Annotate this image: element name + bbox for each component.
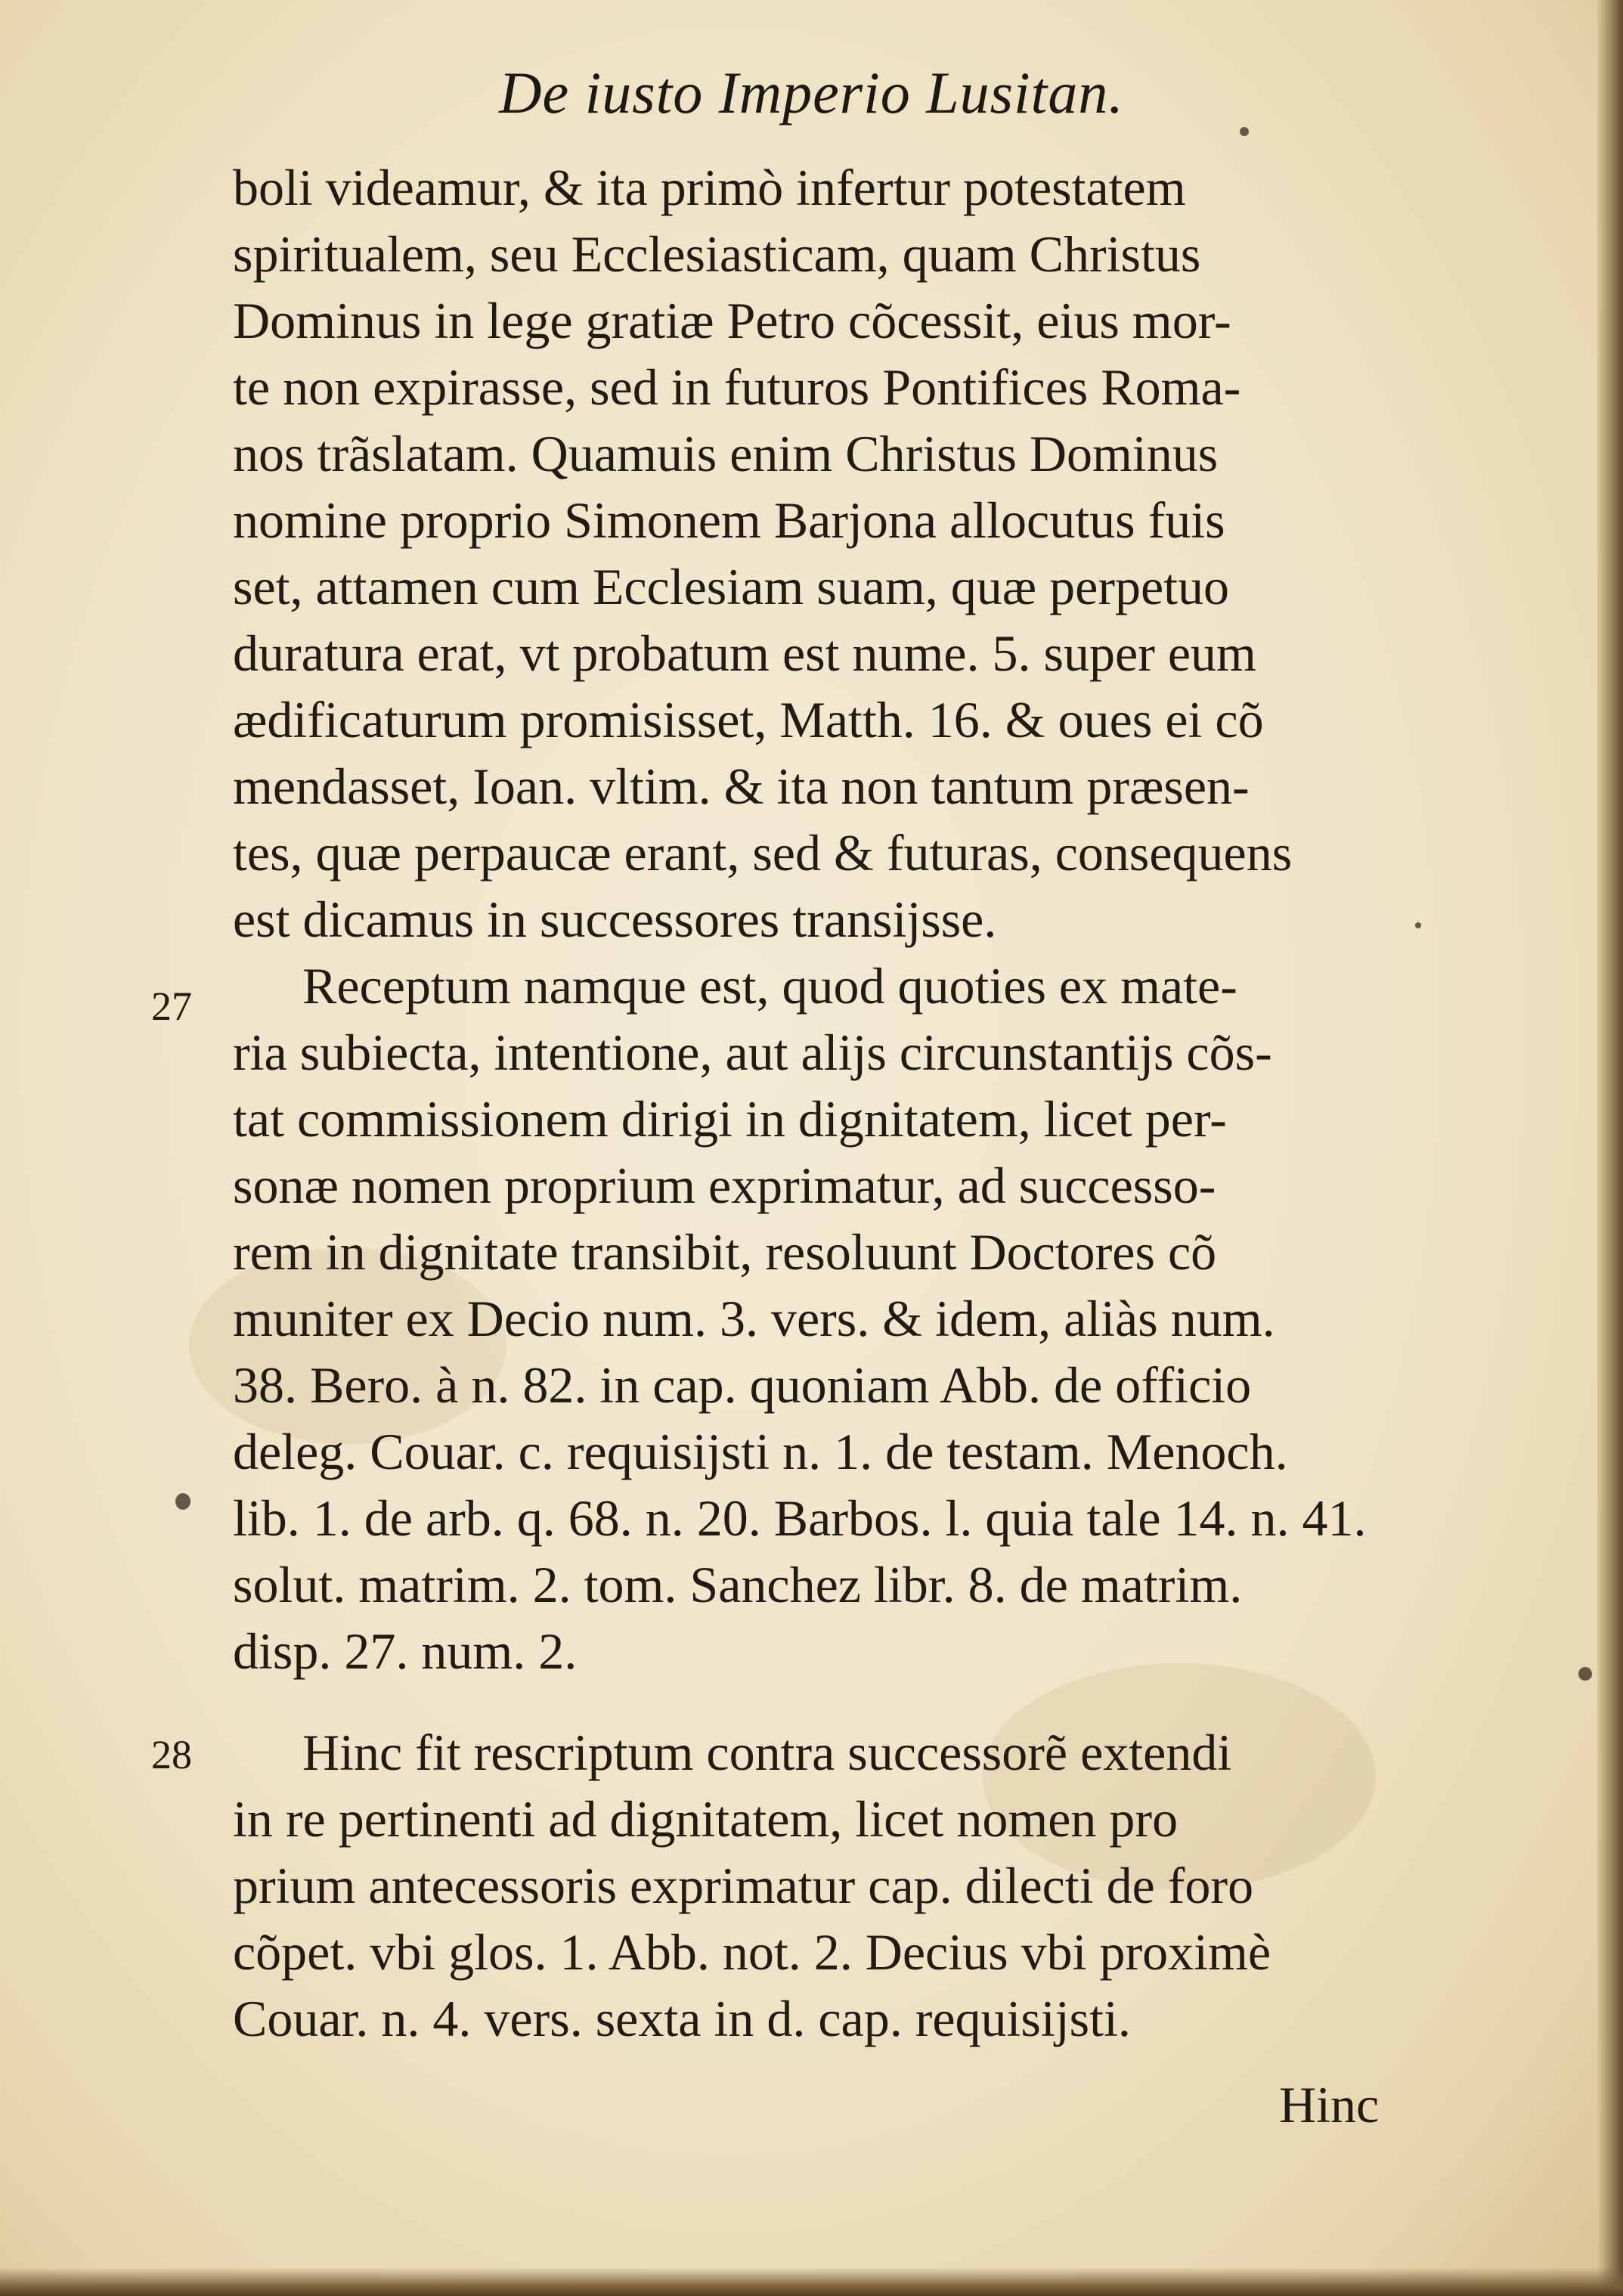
text-line: duratura erat, vt probatum est nume. 5. super eum [233,624,1256,682]
paragraph-number: 27 [151,984,192,1029]
ink-spot [1415,922,1421,928]
text-line: Couar. n. 4. vers. sexta in d. cap. requisijsti. [233,1990,1131,2047]
text-line: rem in dignitate transibit, resoluunt Doctores cõ [233,1223,1217,1281]
text-line: te non expirasse, sed in futuros Pontifices Roma- [233,358,1241,416]
text-line: cõpet. vbi glos. 1. Abb. not. 2. Decius vbi proximè [233,1923,1271,1981]
text-line: ria subiecta, intentione, aut alijs circunstantijs cõs- [233,1024,1272,1081]
page-edge-bottom [0,2267,1623,2296]
page-edge-right [1597,0,1623,2296]
text-line: ædificaturum promisisset, Matth. 16. & oues ei cõ [233,691,1264,748]
text-line: tat commissionem dirigi in dignitatem, licet per- [233,1090,1227,1148]
text-line: deleg. Couar. c. requisijsti n. 1. de testam. Menoch. [233,1423,1288,1480]
ink-spot [175,1493,190,1510]
ink-spot [1240,127,1249,136]
text-line: prium antecessoris exprimatur cap. dilecti de foro [233,1857,1254,1914]
text-line: lib. 1. de arb. q. 68. n. 20. Barbos. l. quia tale 14. n. 41. [233,1489,1367,1547]
text-line: 38. Bero. à n. 82. in cap. quoniam Abb. de officio [233,1356,1252,1414]
catchword: Hinc [1279,2076,1380,2133]
text-line: Dominus in lege gratiæ Petro cõcessit, eius mor- [233,292,1231,349]
text-line: muniter ex Decio num. 3. vers. & idem, aliàs num. [233,1290,1275,1347]
running-head: De iusto Imperio Lusitan. [499,60,1124,125]
text-line: tes, quæ perpaucæ erant, sed & futuras, consequens [233,824,1293,882]
text-line: in re pertinenti ad dignitatem, licet nomen pro [233,1790,1179,1848]
text-line: Hinc fit rescriptum contra successorẽ extendi [302,1724,1232,1781]
text-line: solut. matrim. 2. tom. Sanchez libr. 8. de matrim. [233,1556,1243,1613]
text-line: disp. 27. num. 2. [233,1622,578,1680]
text-line: sonæ nomen proprium exprimatur, ad successo- [233,1157,1216,1214]
text-line: boli videamur, & ita primò infertur potestatem [233,159,1186,216]
text-line: mendasset, Ioan. vltim. & ita non tantum præsen- [233,758,1250,815]
text-line: nos trãslatam. Quamuis enim Christus Dominus [233,425,1219,482]
ink-spot [1578,1667,1592,1681]
text-line: set, attamen cum Ecclesiam suam, quæ perpetuo [233,558,1230,615]
text-line: Receptum namque est, quod quoties ex mate- [302,957,1237,1015]
paragraph-number: 28 [151,1732,192,1777]
text-line: spiritualem, seu Ecclesiasticam, quam Christus [233,225,1201,283]
text-line: est dicamus in successores transijsse. [233,891,997,948]
text-line: nomine proprio Simonem Barjona allocutus fuis [233,491,1225,549]
